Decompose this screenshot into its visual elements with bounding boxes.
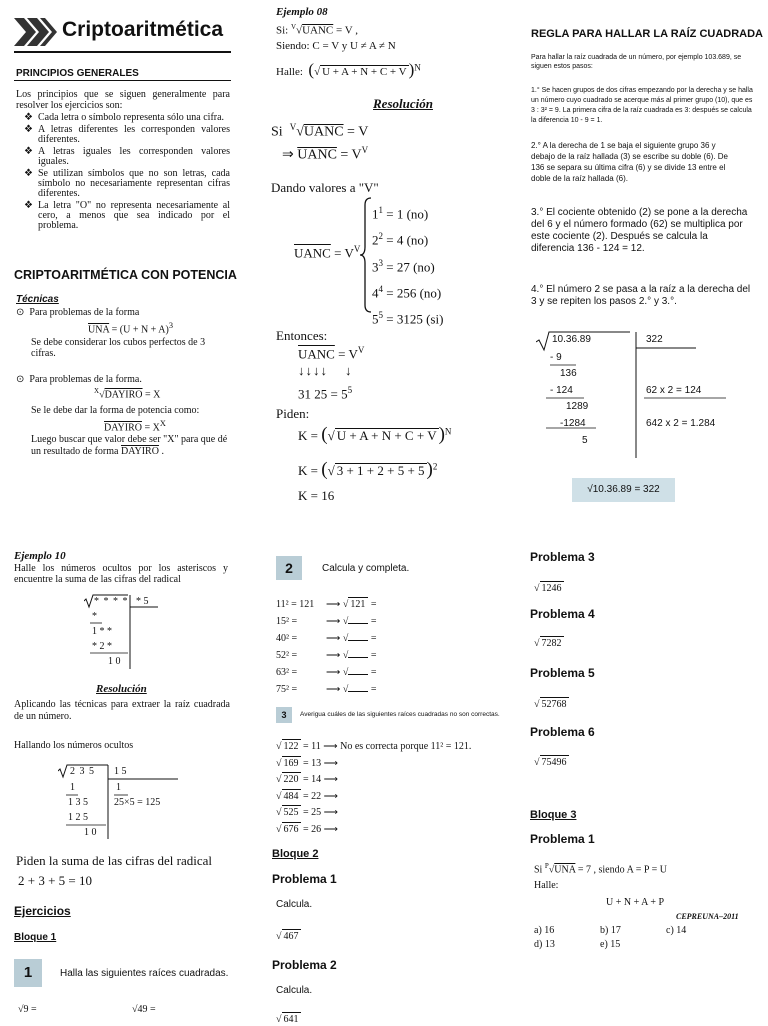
target-bullet-icon: ⊙ (16, 307, 25, 318)
exercise-2-rows (276, 596, 376, 698)
ejercicios-heading: Ejercicios (14, 904, 71, 918)
problema-2-radical: √ 641 (276, 1014, 299, 1025)
division-root: 322 (646, 334, 663, 345)
resolucion-heading: Resolución (373, 96, 433, 111)
ejemplo-10-text: Halle los números ocultos por los asteriscos y encuentre la suma de las cifras del radical (14, 563, 228, 585)
solved-row: 1 3 5 (68, 797, 88, 808)
main-title: Criptoaritmética (62, 18, 224, 41)
tecnicas-label: Técnicas (16, 294, 59, 305)
ejemplo-08-title: Ejemplo 08 (276, 6, 328, 18)
radical-icon: √ (296, 124, 304, 140)
sqrt-division (536, 330, 736, 460)
regla-title: REGLA PARA HALLAR LA RAÍZ CUADRADA (531, 28, 763, 40)
bloque-3-halle: Halle: (534, 880, 559, 891)
radical-icon: √ (99, 389, 105, 401)
diamond-bullet-icon: ❖ (24, 146, 33, 157)
bloque-3-source: CEPREUNA–2011 (676, 912, 739, 921)
problema-4-radical: √ 7282 (534, 638, 562, 649)
title-chevron-icon (14, 16, 58, 48)
option: d) 13 (534, 939, 555, 950)
exercise-3-row: √ 122 = 11 ⟶ No es correcta porque 11² = 121. (276, 741, 472, 752)
bloque-3-expression: U + N + A + P (606, 897, 665, 908)
entonces-label: Entonces: (276, 328, 328, 343)
radical-icon: √ (314, 66, 321, 78)
division-radicand: 10.36.89 (552, 334, 591, 345)
division-row: 5 (582, 435, 588, 446)
ejemplo-08-siendo: Siendo: C = V y U ≠ A ≠ N (276, 40, 396, 52)
radical-icon: √ (548, 864, 555, 876)
bloque-3-problema-1: Problema 1 (530, 832, 595, 846)
exercise-3-row: √ 484 = 22 ⟶ (276, 790, 338, 802)
tecnica-2: ⊙ Para problemas de la forma. (16, 374, 142, 385)
target-bullet-icon: ⊙ (16, 374, 25, 385)
ejemplo-08-halle: Halle: (√ U + A + N + C + V )$^N$ (276, 60, 421, 79)
case-row: $2^2 = 4$ (no) (372, 231, 429, 248)
bloque-3-options (534, 924, 734, 952)
problema-5-heading: Problema 5 (530, 666, 595, 680)
exercise-1-item: √9 = (18, 1004, 37, 1015)
bloque-2-heading: Bloque 2 (272, 848, 319, 860)
puzzle-root: * 5 (136, 596, 149, 607)
hidden-digits-puzzle (84, 593, 174, 673)
problema-1-radical: √ 467 (276, 931, 299, 942)
case-row: $5^5 = 3125$ (si) (372, 310, 444, 327)
piden-suma: Piden la suma de las cifras del radical (16, 853, 213, 868)
radical-icon: √ (327, 428, 335, 443)
bloque-1-heading: Bloque 1 (14, 932, 57, 943)
division-side: 642 x 2 = 1.284 (646, 418, 716, 429)
exercise-3-text: Averigua cuáles de las siguientes raíces cuadradas no son correctas. (300, 711, 500, 718)
solved-radicand: 2 3 5 (70, 766, 95, 777)
k-line-3: K = 16 (298, 488, 335, 503)
exercise-2-row: 52² = ⟶ √ = (276, 650, 377, 661)
resolucion-10-heading: Resolución (96, 683, 147, 695)
exercise-2-text: Calcula y completa. (322, 563, 410, 574)
regla-step-1: 1.° Se hacen grupos de dos cifras empezando por la derecha y se halla un número cuyo cuadrado se acerque más al primer grupo (10), que es 3 : 3² = 9. La primera cifra de la raíz cuadrada es 3: después se calcula la diferencia 10 - 9 = 1. (531, 87, 753, 124)
entonces-line-1: UANC = $V^V$ (298, 345, 365, 362)
tecnica-1-formula: $\overline{UNA} = (U + N + A)^3$ (88, 321, 173, 336)
arrow-icon: ⟶ (323, 807, 338, 818)
case-row: $1^1 = 1$ (no) (372, 205, 429, 222)
arrow-icon: ⟶ (326, 599, 341, 610)
problema-1-sub: Calcula. (276, 899, 313, 910)
division-row: - 9 (550, 352, 562, 363)
arrow-icon: ⟶ (326, 616, 341, 627)
principio-item: ❖ Cada letra o símbolo representa sólo una cifra. (24, 112, 225, 123)
division-row: 1289 (566, 401, 589, 412)
aplicando-text: Aplicando las técnicas para extraer la raíz cuadrada de un número. (14, 699, 230, 722)
exercise-1-number: 1 (14, 959, 42, 987)
exercise-3-row: √ 676 = 26 ⟶ (276, 823, 338, 835)
title-rule (14, 51, 231, 53)
tecnica-2-end: Luego buscar que valor debe ser "X" para que dé un resultado de forma DAYIRO . (31, 434, 228, 457)
dando-valores: Dando valores a "V" (271, 180, 379, 195)
option: e) 15 (600, 939, 621, 950)
case-row: $4^4 = 256$ (no) (372, 283, 442, 301)
option: a) 16 (534, 925, 555, 936)
bloque-3-statement: Si $^P$√UNA = 7 , siendo A = P = U (534, 862, 667, 876)
option: c) 14 (666, 925, 687, 936)
arrow-icon: ⟶ (323, 823, 338, 835)
ejemplo-10-title: Ejemplo 10 (14, 550, 66, 562)
solved-root: 1 5 (114, 766, 127, 777)
bloque-3-heading: Bloque 3 (530, 809, 577, 821)
problema-3-radical: √ 1246 (534, 583, 562, 594)
regla-step-4: 4.° El número 2 se pasa a la raíz a la derecha del 3 y se repiten los pasos 2.° y 3.°. (531, 284, 751, 307)
case-row: $3^3 = 27$ (no) (372, 257, 435, 274)
arrow-icon: ⟶ (326, 650, 341, 661)
exercise-3-number: 3 (276, 707, 292, 723)
hallando-text: Hallando los números ocultos (14, 740, 134, 751)
arrow-icon: ⟶ (326, 684, 341, 695)
diamond-bullet-icon: ❖ (24, 168, 33, 179)
problema-6-heading: Problema 6 (530, 725, 595, 739)
puzzle-row: 1 * * (92, 626, 112, 637)
diamond-bullet-icon: ❖ (24, 200, 33, 211)
solved-side: 25×5 = 125 (114, 797, 161, 808)
exercise-2-row: 75² = ⟶ √ = (276, 684, 377, 695)
puzzle-row: * 2 * (92, 641, 112, 652)
problema-6-radical: √ 75496 (534, 757, 567, 768)
exercise-3-rows (276, 739, 471, 838)
division-row: - 124 (550, 385, 573, 396)
exercise-2-row: 63² = ⟶ √ = (276, 667, 377, 678)
arrow-icon: ⟶ (323, 774, 338, 785)
radical-icon: √ (327, 463, 335, 478)
principio-item: ❖ Se utilizan símbolos que no son letras, cada símbolo no necesariamente representan cifras diferentes. (24, 168, 230, 199)
exercise-3-row: √ 169 = 13 ⟶ (276, 757, 338, 769)
k-line-1: K = (√ U + A + N + C + V )$^N$ (298, 424, 452, 445)
puzzle-row: * (92, 611, 97, 622)
problema-3-heading: Problema 3 (530, 550, 595, 564)
radical-icon: √ (296, 24, 303, 37)
diamond-bullet-icon: ❖ (24, 112, 33, 123)
cases-list (372, 199, 443, 331)
solved-row: 1 0 (84, 827, 97, 838)
piden-label: Piden: (276, 406, 310, 421)
arrow-icon: ⟶ (326, 633, 341, 644)
down-arrows-icon: ↓↓↓↓ ↓ (298, 363, 353, 378)
tecnica-2-note: Se le debe dar la forma de potencia como: (31, 405, 200, 416)
problema-5-radical: √ 52768 (534, 699, 567, 710)
tecnica-2-formula-2: DAYIRO = $X^X$ (104, 419, 166, 434)
option: b) 17 (600, 925, 621, 936)
bloque-2-problema-2: Problema 2 (272, 958, 337, 972)
principios-intro: Los principios que se siguen generalmente para resolver los ejercicios son: (16, 89, 230, 111)
division-row: 136 (560, 368, 577, 379)
solved-division (58, 763, 188, 843)
division-row: -1284 (560, 418, 586, 429)
resolucion-line-1: Si $^V$√UANC = V (271, 122, 369, 140)
principio-item: ❖ A letras diferentes les corresponden valores diferentes. (24, 124, 230, 145)
suma-result: 2 + 3 + 5 = 10 (18, 873, 92, 888)
exercise-2-row: 11² = 121 ⟶ √ 121 = (276, 599, 377, 610)
division-side: 62 x 2 = 124 (646, 385, 702, 396)
exercise-3-row: √ 220 = 14 ⟶ (276, 774, 338, 785)
diamond-bullet-icon: ❖ (24, 124, 33, 135)
solved-side: 1 (116, 782, 121, 793)
bloque-2-problema-1: Problema 1 (272, 872, 337, 886)
arrow-icon: ⟶ (323, 790, 338, 802)
arrow-icon: ⟶ (323, 757, 338, 769)
solved-row: 1 (70, 782, 75, 793)
k-line-2: K = (√ 3 + 1 + 2 + 5 + 5 )$^2$ (298, 459, 438, 480)
exercise-3-row: √ 525 = 25 ⟶ (276, 807, 338, 818)
solved-row: 1 2 5 (68, 812, 88, 823)
principios-list (16, 113, 230, 233)
principio-item: ❖ A letras iguales les corresponden valores iguales. (24, 146, 230, 167)
brace-lhs: UANC = $V^V$ (294, 244, 361, 261)
ejemplo-08-si: Si: $^V$√UANC = V , (276, 23, 359, 37)
regla-intro: Para hallar la raíz cuadrada de un número, por ejemplo 103.689, se siguen estos pasos: (531, 54, 742, 70)
resolucion-line-2: ⇒ UANC = $V^V$ (282, 145, 369, 163)
division-result: √10.36.89 = 322 (572, 478, 675, 502)
problema-2-sub: Calcula. (276, 985, 313, 996)
entonces-line-3: 31 $25 = 5^5$ (298, 385, 353, 402)
puzzle-radicand: * * * * (94, 596, 129, 607)
tecnica-2-formula: $^X$√DAYIRO = X (94, 387, 161, 401)
exercise-2-row: 15² = ⟶ √ = (276, 616, 377, 627)
exercise-1-text: Halla las siguientes raíces cuadradas. (60, 968, 229, 979)
principio-item: ❖ La letra "O" no representa necesariamente al cero, a menos que sea indicado por el problema. (24, 200, 230, 231)
exercise-2-row: 40² = ⟶ √ = (276, 633, 377, 644)
regla-step-2: 2.° A la derecha de 1 se baja el siguiente grupo 36 y debajo de la raíz hallada (3) se escribe su doble (6). De 136 se separa su última cifra (6) y se divide 13 entre el doble de la raíz hallada (6). (531, 141, 728, 183)
brace-icon (360, 197, 372, 318)
exercise-2-number: 2 (276, 556, 302, 580)
tecnica-1-note: Se debe considerar los cubos perfectos de 3 cifras. (31, 337, 206, 359)
exercise-1-item: √49 = (132, 1004, 156, 1015)
principios-rule (14, 80, 231, 81)
potencia-heading: CRIPTOARITMÉTICA CON POTENCIA (14, 268, 237, 282)
tecnica-1: ⊙ Para problemas de la forma (16, 307, 140, 318)
arrow-icon: ⟶ (326, 667, 341, 678)
principios-heading: PRINCIPIOS GENERALES (16, 68, 139, 79)
problema-4-heading: Problema 4 (530, 607, 595, 621)
implies-arrow-icon: ⇒ (282, 147, 294, 163)
regla-step-3: 3.° El cociente obtenido (2) se pone a la derecha del 6 y el número formado (62) se multiplica por este cociente (2). Después se calcula la diferencia 136 - 124 = 12. (531, 207, 748, 254)
arrow-icon: ⟶ (323, 741, 338, 752)
puzzle-row: 1 0 (108, 656, 121, 667)
